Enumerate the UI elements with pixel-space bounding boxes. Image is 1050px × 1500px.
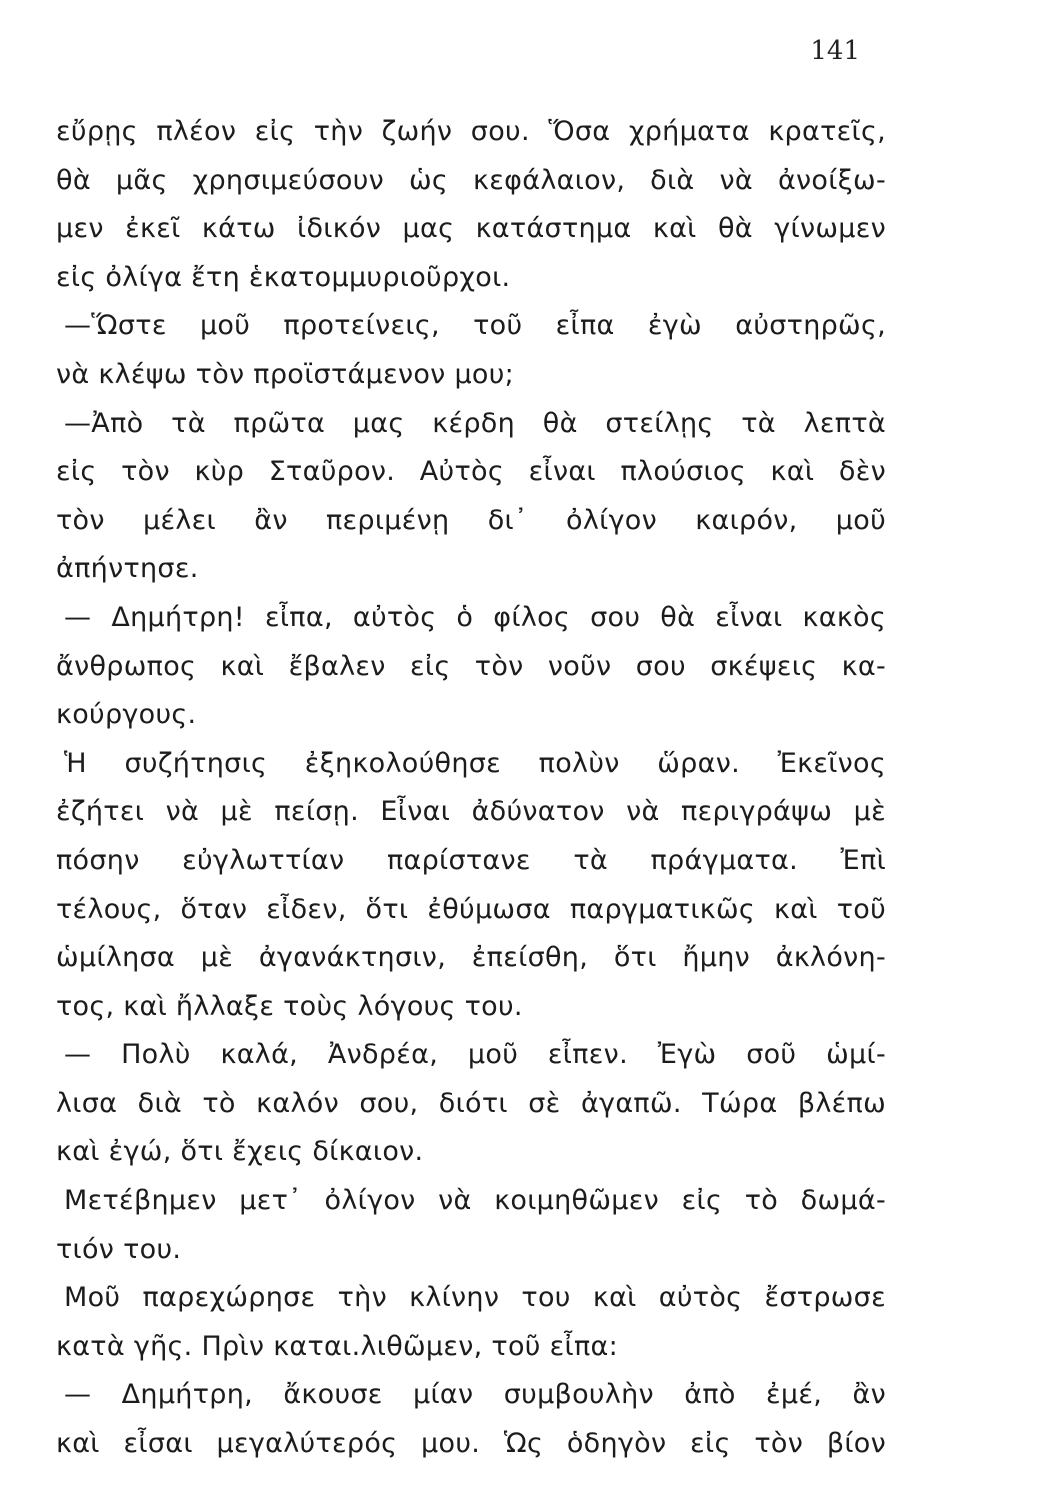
text-line: θὰ μᾶς χρησιμεύσουν ὡς κεφάλαιον, διὰ νὰ ἀνοίξω- (56, 164, 886, 196)
text-line: ἀπήντησε. (56, 553, 199, 585)
text-line: εἰς τὸν κὺρ Σταῦρον. Αὐτὸς εἶναι πλούσιος καὶ δὲν (56, 456, 886, 488)
text-line: ἐζήτει νὰ μὲ πείσῃ. Εἶναι ἀδύνατον νὰ περιγράψω μὲ (56, 796, 886, 828)
text-line: — Δημήτρη! εἶπα, αὐτὸς ὁ φίλος σου θὰ εἶναι κακὸς (64, 601, 886, 633)
text-line: τος, καὶ ἤλλαξε τοὺς λόγους του. (56, 990, 523, 1022)
text-line: τὸν μέλει ἂν περιμένῃ δι᾽ ὀλίγον καιρόν, μοῦ (56, 504, 886, 536)
text-line: Μετέβημεν μετ᾽ ὀλίγον νὰ κοιμηθῶμεν εἰς τὸ δωμά- (64, 1185, 886, 1217)
text-line: εὔρῃς πλέον εἰς τὴν ζωήν σου. Ὅσα χρήματα κρατεῖς, (56, 116, 886, 147)
text-line: πόσην εὐγλωττίαν παρίστανε τὰ πράγματα. Ἐπὶ (56, 844, 886, 876)
text-line: τέλους, ὅταν εἶδεν, ὅτι ἐθύμωσα παργματικῶς καὶ τοῦ (56, 893, 886, 925)
text-line: —Ἀπὸ τὰ πρῶτα μας κέρδη θὰ στείλῃς τὰ λεπτὰ (64, 407, 886, 439)
text-line: νὰ κλέψω τὸν προϊστάμενον μου; (56, 358, 515, 390)
text-line: Μοῦ παρεχώρησε τὴν κλίνην του καὶ αὐτὸς ἔστρωσε (64, 1282, 886, 1314)
text-line: κούργους. (56, 699, 197, 731)
text-line: μεν ἐκεῖ κάτω ἰδικόν μας κατάστημα καὶ θὰ γίνωμεν (56, 213, 886, 245)
text-line: τιόν του. (56, 1233, 182, 1265)
text-line: εἰς ὀλίγα ἔτη ἑκατομμυριοῦρχοι. (56, 261, 511, 293)
text-line: ἄνθρωπος καὶ ἔβαλεν εἰς τὸν νοῦν σου σκέψεις κα- (56, 650, 886, 682)
text-line: κατὰ γῆς. Πρὶν καται.λιθῶμεν, τοῦ εἶπα: (56, 1330, 618, 1362)
text-line: — Πολὺ καλά, Ἀνδρέα, μοῦ εἶπεν. Ἐγὼ σοῦ ὡμί- (64, 1039, 886, 1071)
text-line: ὡμίλησα μὲ ἀγανάκτησιν, ἐπείσθη, ὅτι ἤμην ἀκλόνη- (56, 942, 886, 974)
text-line: Ἡ συζήτησις ἐξηκολούθησε πολὺν ὥραν. Ἐκεῖνος (64, 747, 886, 779)
text-line: —Ὥστε μοῦ προτείνεις, τοῦ εἶπα ἐγὼ αὐστηρῶς, (64, 310, 886, 342)
text-line: λισα διὰ τὸ καλόν σου, διότι σὲ ἀγαπῶ. Τώρα βλέπω (56, 1087, 886, 1119)
page-number: 141 (810, 36, 860, 66)
text-line: καὶ εἶσαι μεγαλύτερός μου. Ὡς ὁδηγὸν εἰς τὸν βίον (56, 1428, 886, 1460)
body-text (56, 108, 886, 1469)
text-line: καὶ ἐγώ, ὅτι ἔχεις δίκαιον. (56, 1136, 424, 1168)
text-line: — Δημήτρη, ἄκουσε μίαν συμβουλὴν ἀπὸ ἐμέ, ἂν (64, 1379, 886, 1411)
